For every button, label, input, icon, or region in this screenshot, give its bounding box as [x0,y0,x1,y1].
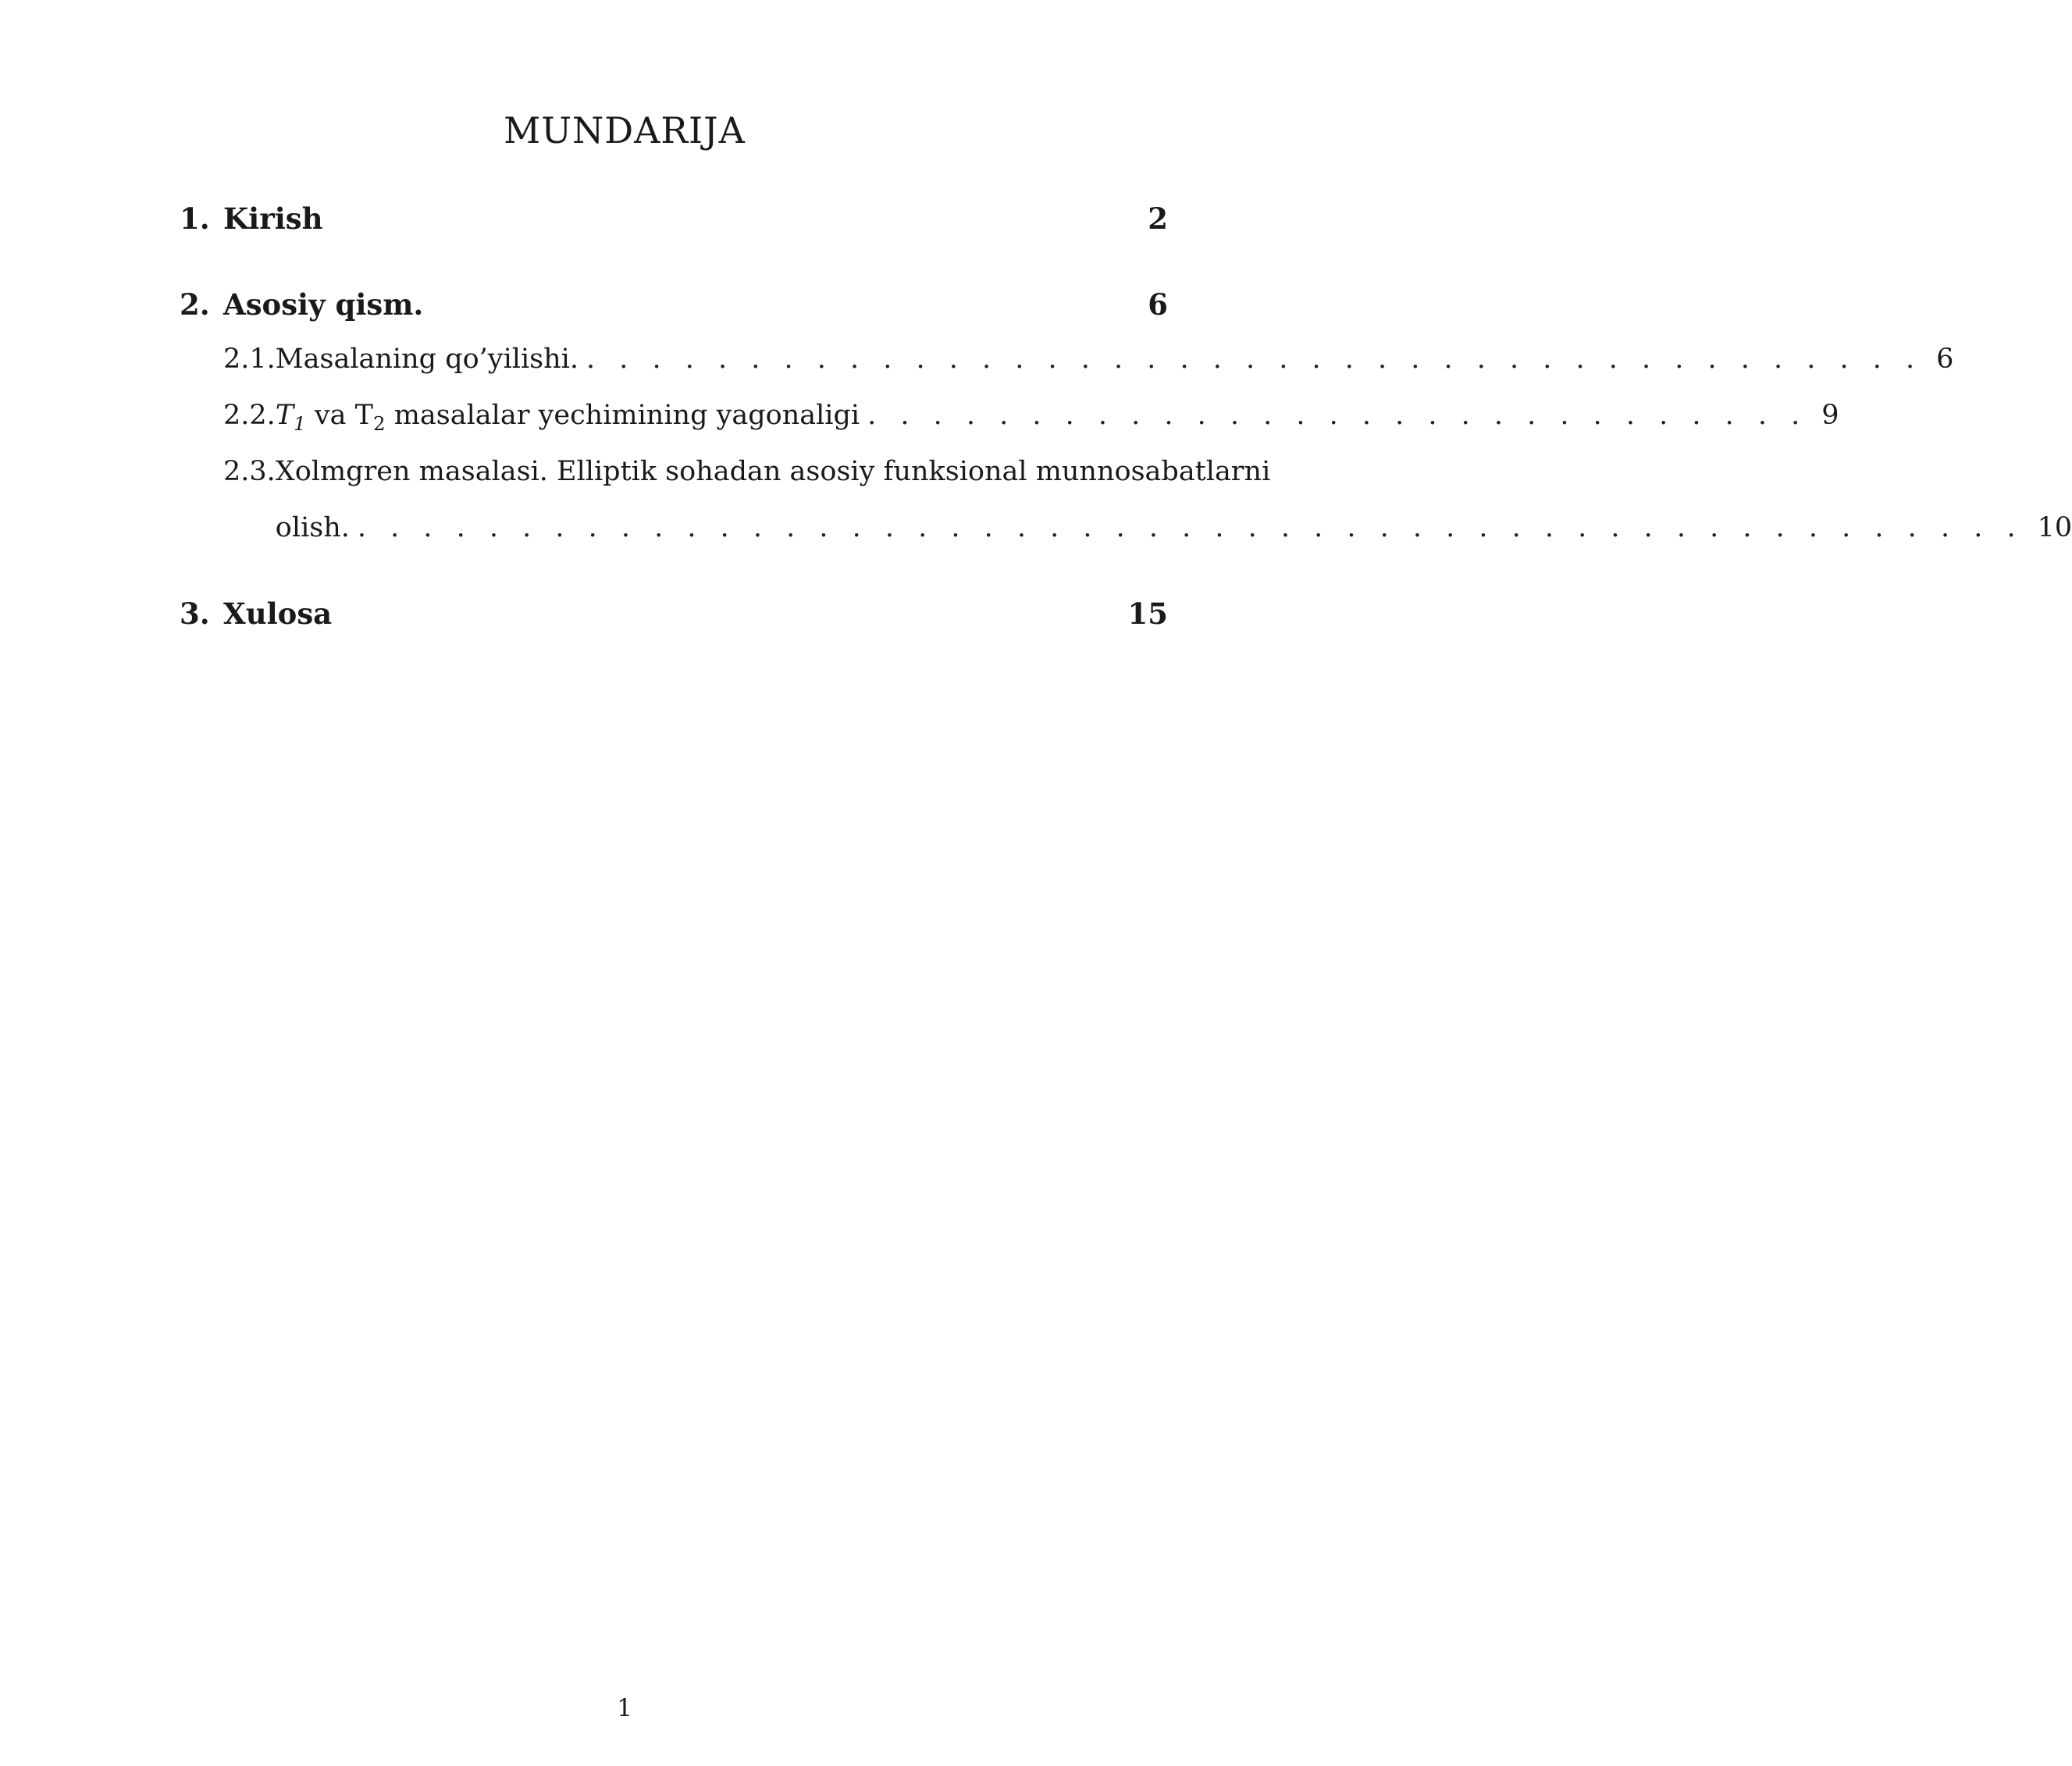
entry-page: 9 [1821,400,1839,431]
leader-dots: . . . . . . . . . . . . . . . . . . . . . . . . . . . . . . . . . . . . . . . . . . . . . . . . . . . [357,512,2024,543]
entry-page: 6 [1936,344,1954,375]
entry-page: 6 [1148,287,1168,322]
leader-dots: . . . . . . . . . . . . . . . . . . . . . . . . . . . . . . . . . . . . . . . . . [586,344,1923,375]
math-t2-sub: 2 [373,412,386,435]
leader-dots: . . . . . . . . . . . . . . . . . . . . . . . . . . . . . [867,400,1808,431]
math-t1: $T_1$ [275,400,306,435]
entry-label: Asosiy qism. [223,287,424,322]
toc-entry-2-1[interactable] [180,344,1954,390]
toc-title: MUNDARIJA [504,109,746,151]
entry-number: 2.1. [223,344,276,375]
toc-entry-2-3-cont[interactable] [180,512,2072,559]
toc-entry-asosiy-qism[interactable] [180,287,1168,334]
page-number: 1 [617,1694,632,1722]
toc-entry-2-2[interactable] [180,400,1839,447]
entry-number: 2. [180,287,210,322]
entry-label: Kirish [223,201,323,236]
entry-number: 1. [180,201,210,236]
entry-number: 3. [180,596,210,631]
entry-label: Masalaning qo’yilishi. [275,344,579,375]
label-mid: va T [305,400,373,431]
entry-number: 2.3. [223,456,276,487]
label-post: masalalar yechimining yagonaligi [385,400,860,431]
entry-label-line2: olish. [275,512,350,543]
entry-page: 15 [1127,596,1168,631]
entry-label [276,400,860,435]
toc-entry-kirish[interactable] [180,201,1168,248]
toc-entry-xulosa[interactable] [180,596,1168,643]
toc-entry-2-3[interactable] [180,456,1271,503]
entry-label-line1: Xolmgren masalasi. Elliptik sohadan asosiy funksional munnosabatlarni [275,456,1271,487]
entry-label: Xulosa [223,596,333,631]
entry-page: 2 [1148,201,1168,236]
entry-number: 2.2. [223,400,276,431]
entry-page: 10 [2037,512,2072,543]
